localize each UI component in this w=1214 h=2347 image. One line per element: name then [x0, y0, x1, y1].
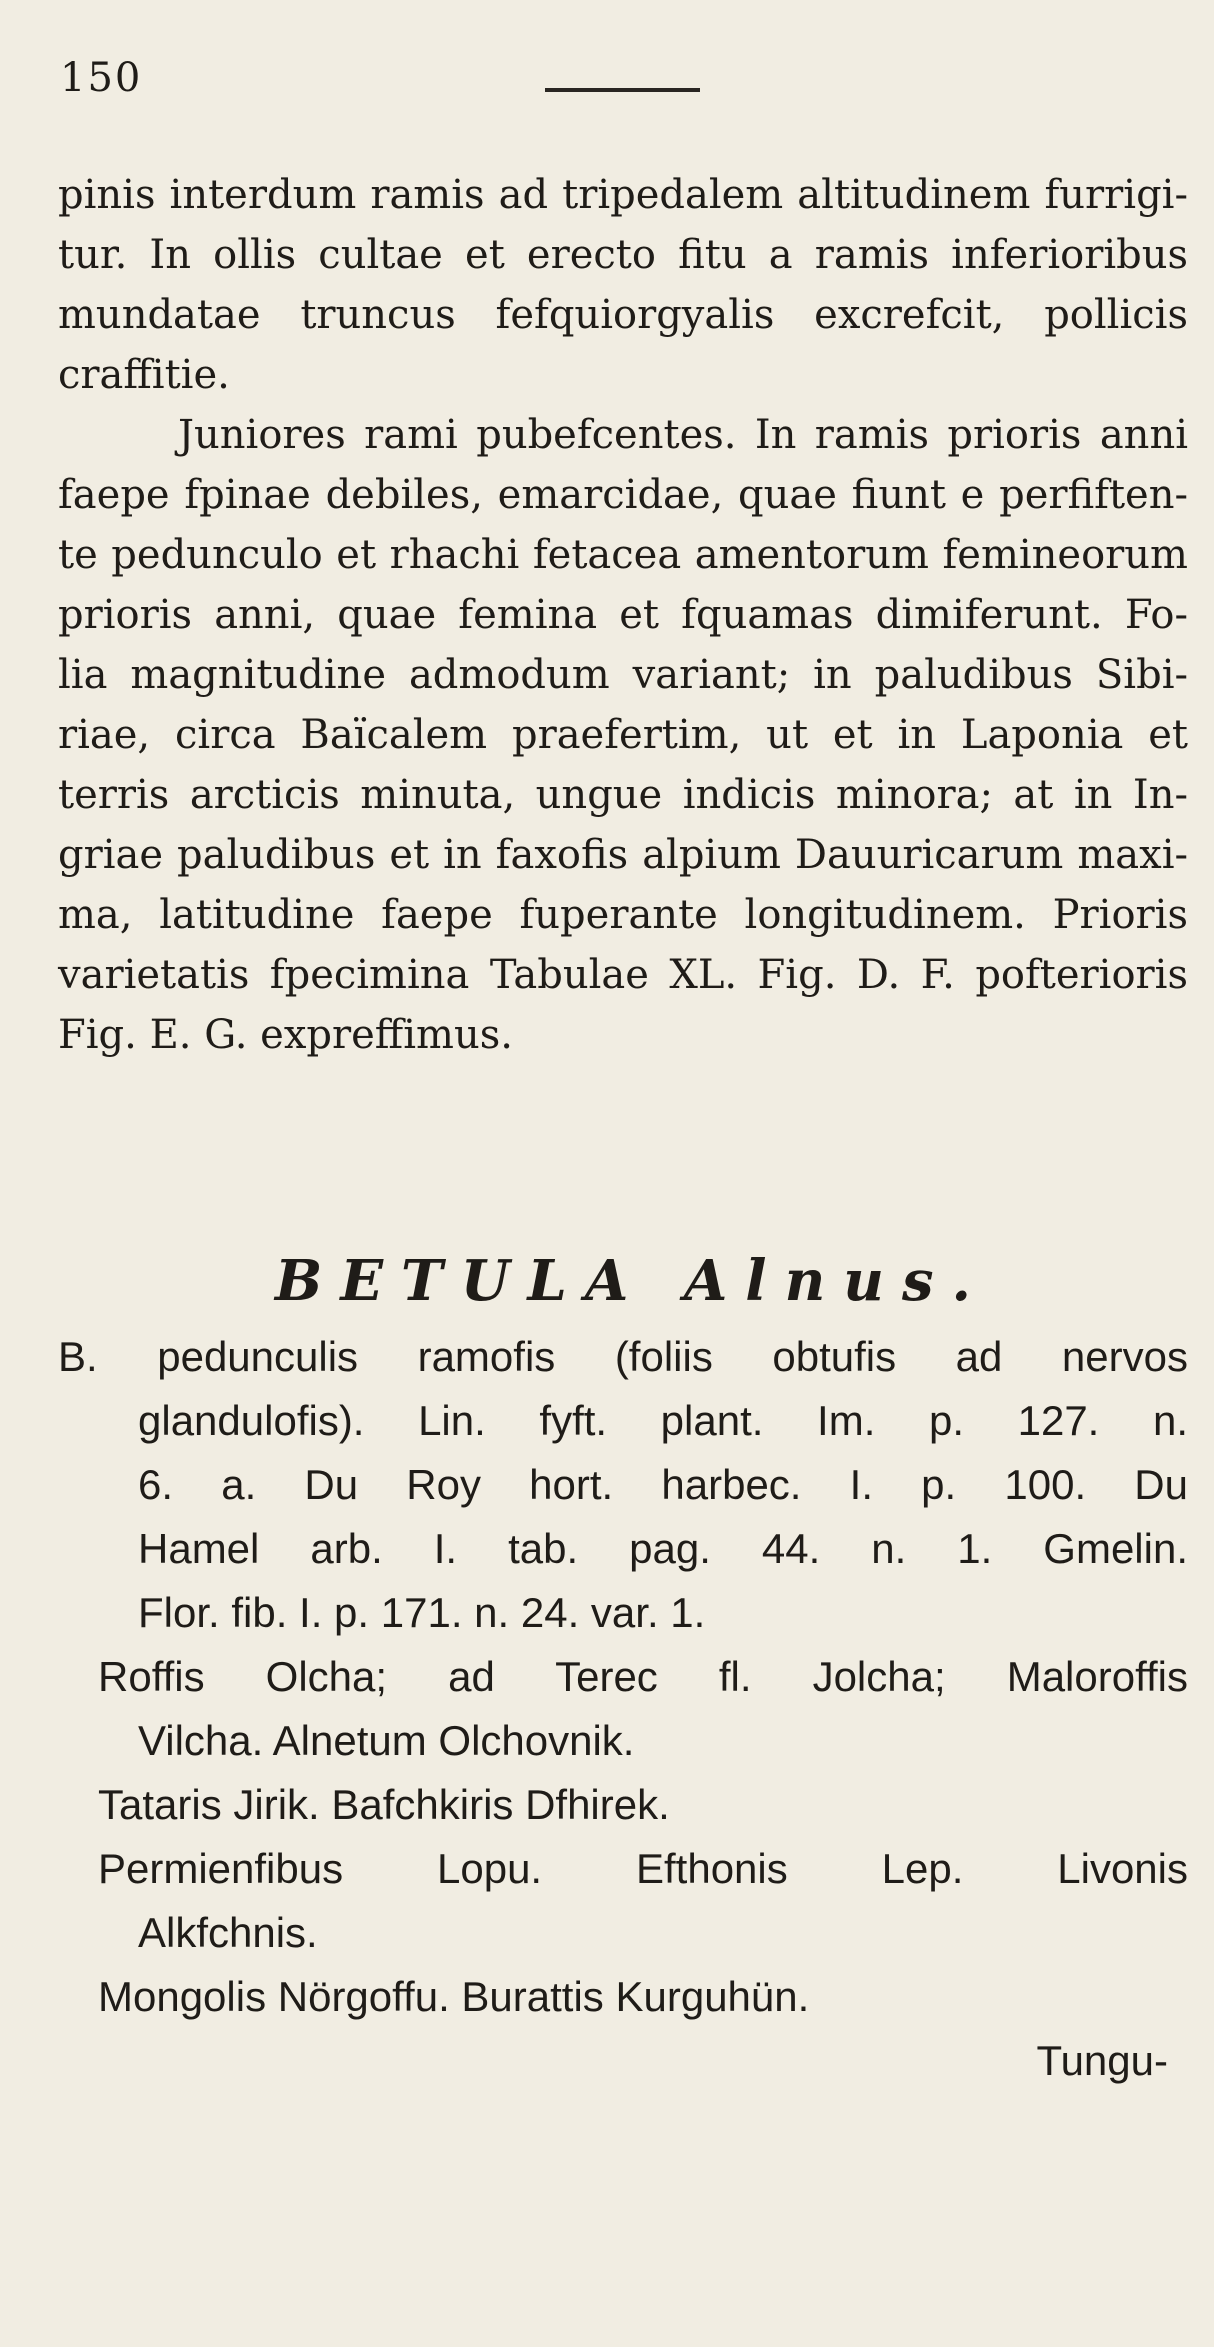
- text-line: pinis interdum ramis ad tripedalem altitudinem furrigi-: [58, 172, 1188, 218]
- body-paragraphs: [58, 165, 1188, 1065]
- entry-line: Roffis Olcha; ad Terec fl. Jolcha; Maloroffis: [98, 1653, 1188, 1700]
- header-rule: [545, 88, 700, 92]
- text-line: ma, latitudine faepe fuperante longitudinem. Prioris: [58, 892, 1188, 938]
- entry-line: B. pedunculis ramofis (foliis obtufis ad nervos: [58, 1333, 1188, 1380]
- text-line: lia magnitudine admodum variant; in paludibus Sibi-: [58, 652, 1188, 698]
- entry-line: Hamel arb. I. tab. pag. 44. n. 1. Gmelin.: [138, 1525, 1188, 1572]
- text-line: tur. In ollis cultae et erecto fitu a ramis inferioribus: [58, 232, 1188, 278]
- species-entry: [58, 1325, 1188, 2093]
- text-line: Fig. E. G. expreffimus.: [58, 1012, 513, 1058]
- text-line: faepe fpinae debiles, emarcidae, quae fiunt e perfiften-: [58, 472, 1188, 518]
- section-heading: BETULA Alnus.: [275, 1248, 990, 1314]
- text-line: te pedunculo et rhachi fetacea amentorum femineorum: [58, 532, 1188, 578]
- entry-line: Vilcha. Alnetum Olchovnik.: [138, 1717, 635, 1764]
- entry-line: glandulofis). Lin. fyft. plant. Im. p. 127. n.: [138, 1397, 1188, 1444]
- text-line: varietatis fpecimina Tabulae XL. Fig. D. F. pofterioris: [58, 952, 1188, 998]
- catchword: Tungu-: [1036, 2037, 1168, 2084]
- text-line: griae paludibus et in faxofis alpium Dauuricarum maxi-: [58, 832, 1188, 878]
- entry-line: Tataris Jirik. Bafchkiris Dfhirek.: [98, 1781, 670, 1828]
- entry-line: Mongolis Nörgoffu. Burattis Kurguhün.: [98, 1973, 810, 2020]
- text-line: terris arcticis minuta, ungue indicis minora; at in In-: [58, 772, 1188, 818]
- entry-line: Flor. fib. I. p. 171. n. 24. var. 1.: [138, 1589, 706, 1636]
- text-line: riae, circa Baïcalem praefertim, ut et in Laponia et: [58, 712, 1188, 758]
- text-line: mundatae truncus fefquiorgyalis excrefcit, pollicis: [58, 292, 1188, 338]
- page-number: 150: [60, 55, 143, 101]
- entry-line: Permienfibus Lopu. Efthonis Lep. Livonis: [98, 1845, 1188, 1892]
- entry-line: Alkfchnis.: [138, 1909, 318, 1956]
- text-line: craffitie.: [58, 352, 230, 398]
- text-line: Juniores rami pubefcentes. In ramis prioris anni: [178, 412, 1188, 458]
- text-line: prioris anni, quae femina et fquamas dimiferunt. Fo-: [58, 592, 1188, 638]
- entry-line: 6. a. Du Roy hort. harbec. I. p. 100. Du: [138, 1461, 1188, 1508]
